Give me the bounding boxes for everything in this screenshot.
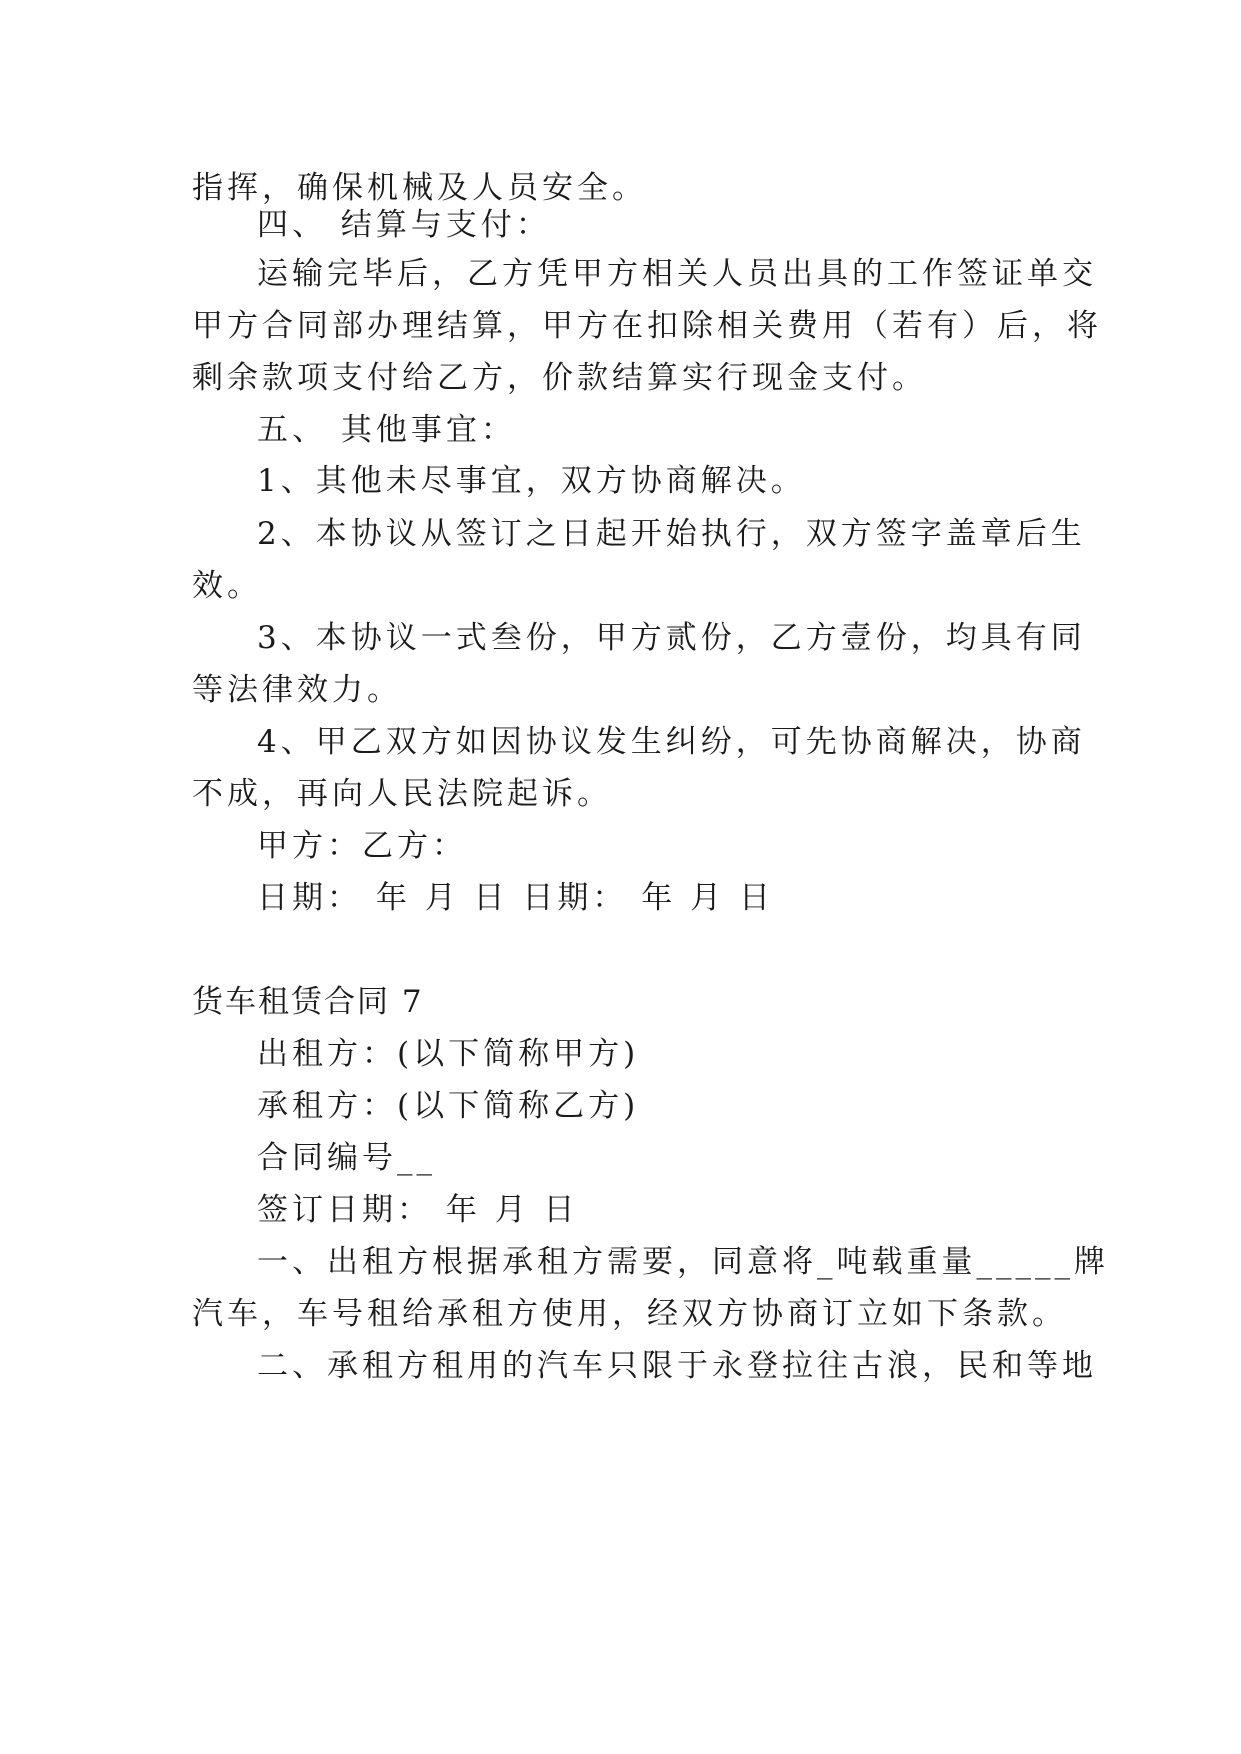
clause-two: 二、承租方租用的汽车只限于永登拉往古浪，民和等地	[257, 1348, 1097, 1384]
section-heading-settlement: 四、 结算与支付：	[257, 207, 551, 243]
clause-item: 2、本协议从签订之日起开始执行，双方签字盖章后生	[257, 516, 1086, 552]
contract-number-line: 合同编号__	[257, 1140, 436, 1176]
clause-item: 4、甲乙双方如因协议发生纠纷，可先协商解决，协商	[257, 724, 1086, 760]
section-heading-other: 五、 其他事宜：	[257, 412, 516, 448]
clause-item: 3、本协议一式叁份，甲方贰份，乙方壹份，均具有同	[257, 620, 1086, 656]
paragraph-line: 指挥，确保机械及人员安全。	[192, 170, 647, 206]
paragraph-line: 不成，再向人民法院起诉。	[192, 776, 612, 812]
clause-item: 1、其他未尽事宜，双方协商解决。	[257, 463, 806, 499]
paragraph-line: 等法律效力。	[192, 672, 402, 708]
signing-date-line: 签订日期： 年 月 日	[257, 1192, 579, 1228]
paragraph-line: 运输完毕后，乙方凭甲方相关人员出具的工作签证单交	[257, 256, 1097, 292]
lessor-line: 出租方：(以下简称甲方)	[257, 1036, 640, 1072]
paragraph-line: 效。	[192, 568, 262, 604]
paragraph-line: 汽车，车号租给承租方使用，经双方协商订立如下条款。	[192, 1296, 1067, 1332]
paragraph-line: 剩余款项支付给乙方，价款结算实行现金支付。	[192, 360, 927, 396]
paragraph-line: 甲方合同部办理结算，甲方在扣除相关费用（若有）后，将	[192, 308, 1102, 344]
signature-dates: 日期： 年 月 日 日期： 年 月 日	[257, 880, 774, 916]
signature-parties: 甲方：乙方：	[257, 828, 467, 864]
clause-one: 一、出租方根据承租方需要，同意将_吨载重量_____牌	[257, 1244, 1109, 1280]
lessee-line: 承租方：(以下简称乙方)	[257, 1088, 640, 1124]
contract-title: 货车租赁合同 7	[192, 984, 424, 1020]
